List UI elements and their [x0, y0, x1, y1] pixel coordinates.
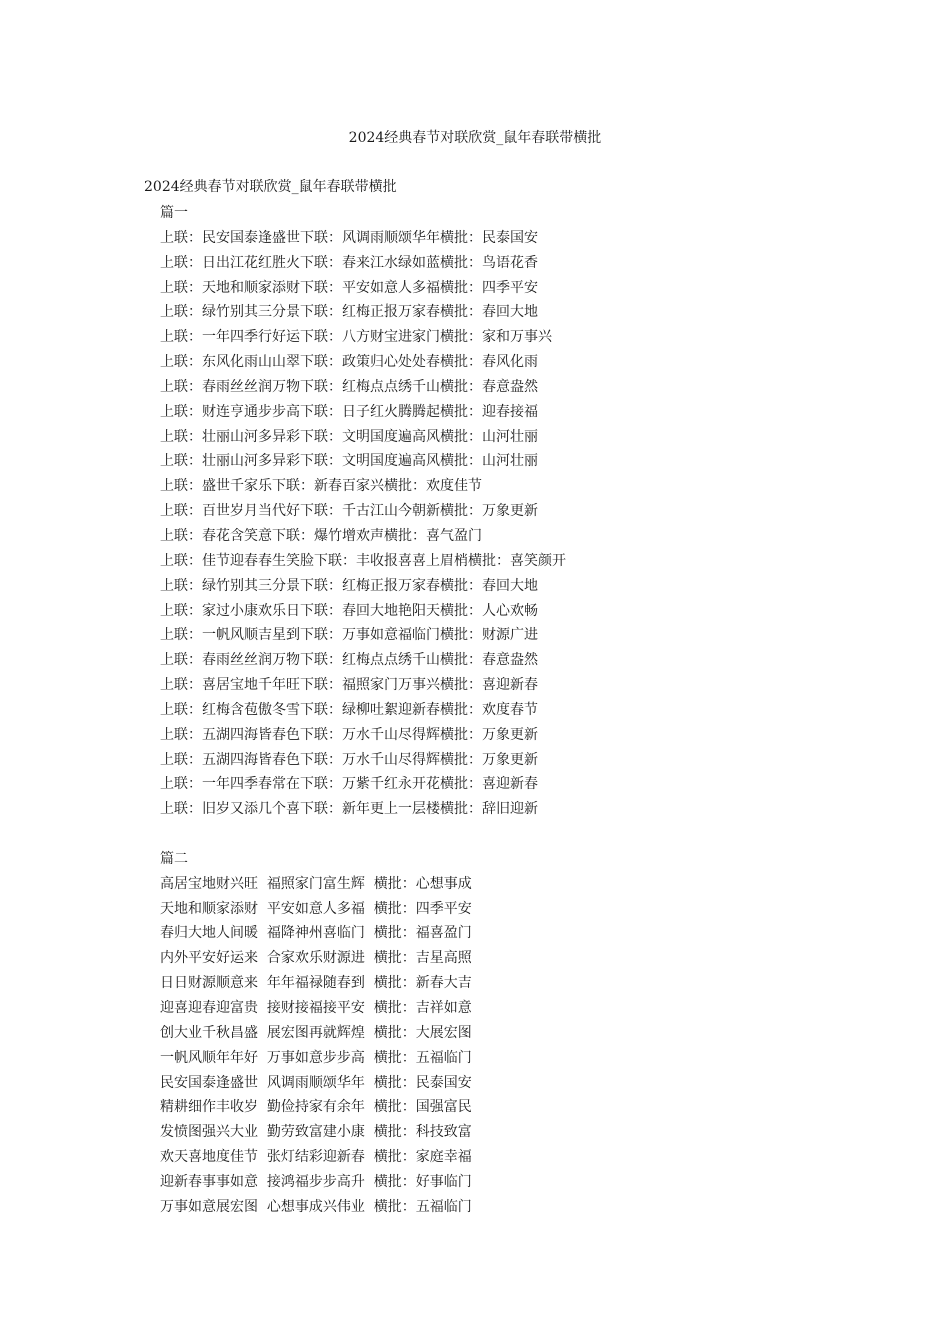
couplet-line: 上联：壮丽山河多异彩下联：文明国度遍高风横批：山河壮丽 [160, 428, 538, 445]
couplet-line: 上联：春雨丝丝润万物下联：红梅点点绣千山横批：春意盎然 [160, 652, 538, 669]
couplet-line: 迎喜迎春迎富贵 接财接福接平安 横批：吉祥如意 [160, 1000, 472, 1016]
couplet-line: 上联：一年四季春常在下联：万紫千红永开花横批：喜迎新春 [160, 776, 538, 793]
document-body [160, 203, 566, 1222]
couplet-line: 上联：喜居宝地千年旺下联：福照家门万事兴横批：喜迎新春 [160, 677, 538, 694]
couplet-line: 上联：财连亨通步步高下联：日子红火腾腾起横批：迎春接福 [160, 403, 538, 420]
couplet-line: 万事如意展宏图 心想事成兴伟业 横批：五福临门 [160, 1198, 472, 1215]
couplet-line: 上联：一帆风顺吉星到下联：万事如意福临门横批：财源广进 [160, 627, 538, 644]
couplet-line: 上联：壮丽山河多异彩下联：文明国度遍高风横批：山河壮丽 [160, 453, 538, 470]
couplet-line: 春归大地人间暖 福降神州喜临门 横批：福喜盈门 [160, 925, 472, 942]
couplet-line: 创大业千秋昌盛 展宏图再就辉煌 横批：大展宏图 [160, 1024, 472, 1041]
couplet-line: 上联：家过小康欢乐日下联：春回大地艳阳天横批：人心欢畅 [160, 602, 538, 619]
couplet-line: 上联：春雨丝丝润万物下联：红梅点点绣千山横批：春意盎然 [160, 378, 538, 395]
couplet-line: 精耕细作丰收岁 勤俭持家有余年 横批：国强富民 [160, 1099, 472, 1116]
couplet-line: 上联：民安国泰逢盛世下联：风调雨顺颂华年横批：民泰国安 [160, 229, 538, 246]
couplet-line: 发愤图强兴大业 勤劳致富建小康 横批：科技致富 [160, 1124, 472, 1141]
couplet-line: 上联：绿竹别其三分景下联：红梅正报万家春横批：春回大地 [160, 577, 538, 594]
couplet-line: 日日财源顺意来 年年福禄随春到 横批：新春大吉 [160, 975, 472, 992]
couplet-line: 天地和顺家添财 平安如意人多福 横批：四季平安 [160, 900, 472, 917]
couplet-line: 上联：五湖四海皆春色下联：万水千山尽得辉横批：万象更新 [160, 751, 538, 768]
couplet-line: 上联：旧岁又添几个喜下联：新年更上一层楼横批：辞旧迎新 [160, 801, 538, 818]
couplet-line: 上联：红梅含苞傲冬雪下联：绿柳吐絮迎新春横批：欢度春节 [160, 701, 538, 718]
couplet-line: 上联：春花含笑意下联：爆竹增欢声横批：喜气盈门 [160, 527, 482, 544]
couplet-line: 上联：五湖四海皆春色下联：万水千山尽得辉横批：万象更新 [160, 726, 538, 743]
couplet-line: 民安国泰逢盛世 风调雨顺颂华年 横批：民泰国安 [160, 1074, 472, 1091]
document-title: 2024经典春节对联欣赏_鼠年春联带横批 [144, 179, 397, 195]
header-title: 2024经典春节对联欣赏_鼠年春联带横批 [348, 130, 602, 146]
couplet-line: 内外平安好运来 合家欢乐财源进 横批：吉星高照 [160, 950, 472, 967]
couplet-line: 迎新春事事如意 接鸿福步步高升 横批：好事临门 [160, 1173, 472, 1190]
couplet-line: 上联：日出江花红胜火下联：春来江水绿如蓝横批：鸟语花香 [160, 254, 538, 271]
couplet-line: 上联：绿竹别其三分景下联：红梅正报万家春横批：春回大地 [160, 304, 538, 321]
couplet-line: 上联：盛世千家乐下联：新春百家兴横批：欢度佳节 [160, 478, 482, 495]
section-heading-2: 篇二 [160, 850, 188, 867]
couplet-line: 上联：天地和顺家添财下联：平安如意人多福横批：四季平安 [160, 279, 538, 296]
section-2-lines [160, 874, 566, 1222]
section-gap [160, 824, 566, 849]
couplet-line: 上联：一年四季行好运下联：八方财宝进家门横批：家和万事兴 [160, 329, 552, 346]
couplet-line: 上联：百世岁月当代好下联：千古江山今朝新横批：万象更新 [160, 503, 538, 520]
section-heading-1: 篇一 [160, 205, 188, 221]
couplet-line: 上联：佳节迎春春生笑脸下联：丰收报喜喜上眉梢横批：喜笑颜开 [160, 552, 566, 569]
couplet-line: 欢天喜地度佳节 张灯结彩迎新春 横批：家庭幸福 [160, 1149, 472, 1166]
section-1-lines [160, 228, 566, 824]
couplet-line: 高居宝地财兴旺 福照家门富生辉 横批：心想事成 [160, 875, 472, 892]
couplet-line: 上联：东风化雨山山翠下联：政策归心处处春横批：春风化雨 [160, 354, 538, 371]
couplet-line: 一帆风顺年年好 万事如意步步高 横批：五福临门 [160, 1049, 472, 1066]
